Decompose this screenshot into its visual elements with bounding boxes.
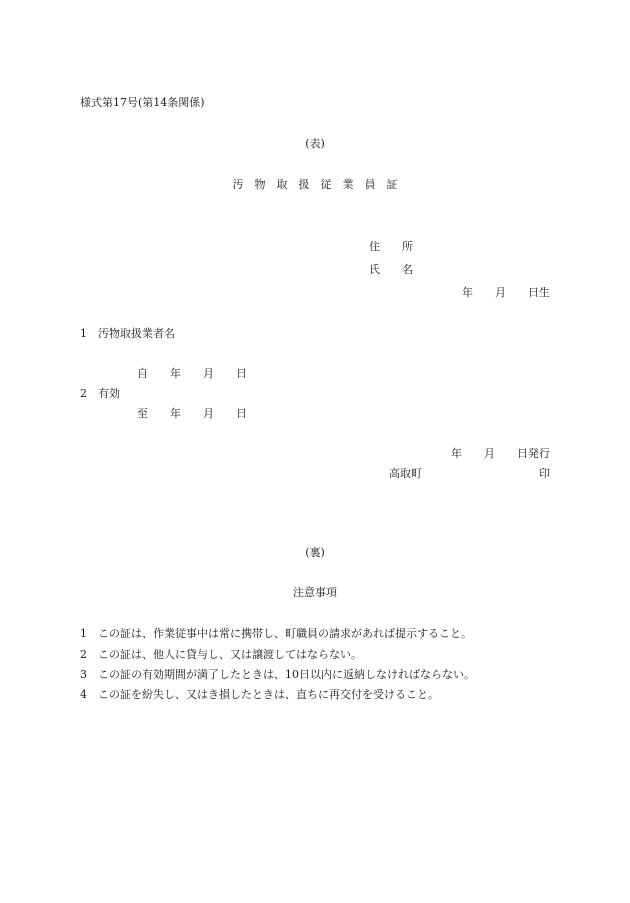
note-item: 4 この証を紛失し、又はき損したときは、直ちに再交付を受けること。 (80, 688, 439, 701)
address-label: 住 所 (369, 240, 413, 253)
birth-date-line: 年 月 日生 (462, 286, 550, 299)
note-item: 3 この証の有効期間が満了したときは、10日以内に返納しなければならない。 (80, 668, 475, 681)
form-header: 様式第17号(第14条関係) (80, 96, 205, 109)
front-side-label: (表) (305, 137, 325, 150)
back-side-label: (裏) (305, 546, 325, 559)
note-item: 1 この証は、作業従事中は常に携帯し、町職員の請求があれば提示すること。 (80, 627, 472, 640)
validity-from-line: 自 年 月 日 (137, 367, 247, 380)
item2-validity-label: 2 有効 (80, 387, 120, 400)
validity-to-line: 至 年 月 日 (137, 407, 247, 420)
note-item: 2 この証は、他人に貸与し、又は譲渡してはならない。 (80, 648, 362, 661)
item1-operator-name-label: 1 汚物取扱業者名 (80, 327, 175, 340)
issuer-name: 高取町 (389, 467, 422, 480)
seal-mark: 印 (539, 467, 550, 480)
notes-title: 注意事項 (293, 586, 337, 599)
document-title: 汚 物 取 扱 従 業 員 証 (232, 178, 398, 191)
issue-date-line: 年 月 日発行 (451, 447, 550, 460)
name-label: 氏 名 (369, 263, 413, 276)
